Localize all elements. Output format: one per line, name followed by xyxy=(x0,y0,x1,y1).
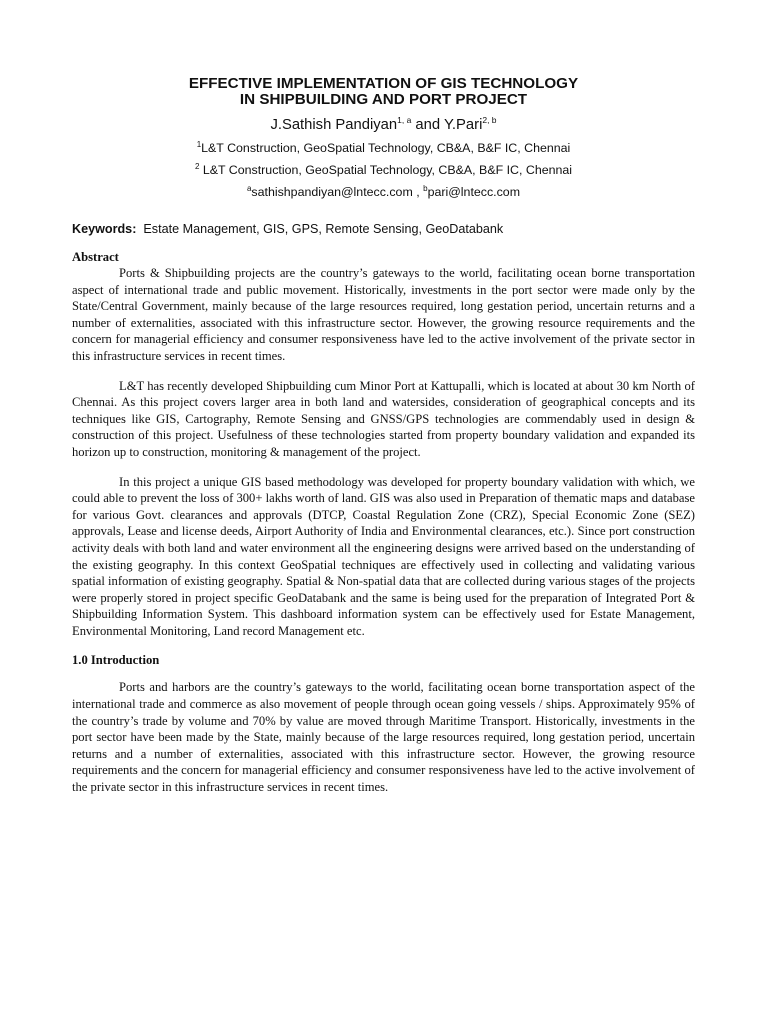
keywords-label: Keywords: xyxy=(72,222,137,236)
document-page xyxy=(72,76,695,796)
abstract-paragraph-1: Ports & Shipbuilding projects are the country’s gateways to the world, facilitating ocean borne transportation aspect of international trade and public movement. Historically, investments in the port sector were made only by the State/Central Government, mainly because of the large resources required, long gestation period, uncertain returns and a number of externalities, associated with this infrastructure sector. However, the growing resource requirements and the concern for managerial efficiency and consumer responsiveness have led to the active involvement of the private sector in this infrastructure services in recent times. xyxy=(72,266,695,363)
title-line-2: IN SHIPBUILDING AND PORT PROJECT xyxy=(239,91,528,108)
author-2: Y.Pari xyxy=(443,117,483,133)
affiliation-1-superscript: 1 xyxy=(196,140,202,149)
abstract-paragraph-2: L&T has recently developed Shipbuilding cum Minor Port at Kattupalli, which is located at about 30 km North of Chennai. As this project covers larger area in both land and watersides, consideration of geographical concepts and its techniques like GIS, Cartography, Remote Sensing and GNSS/GPS technologies are commendably used in design & construction of this project. Usefulness of these technologies started from property boundary validation and expanded its horizon up to construction, monitoring & management of the project. xyxy=(72,378,695,459)
email-line xyxy=(72,185,695,200)
author-conjunction: and xyxy=(411,117,444,133)
author-1: J.Sathish Pandiyan xyxy=(270,117,398,133)
paper-title xyxy=(72,76,695,108)
affiliation-2-text: L&T Construction, GeoSpatial Technology, CB&A, B&F IC, Chennai xyxy=(199,163,573,177)
affiliation-1 xyxy=(72,141,695,156)
introduction-heading: 1.0 Introduction xyxy=(72,653,160,668)
email-a: sathishpandiyan@lntecc.com xyxy=(251,185,413,199)
email-b: pari@lntecc.com xyxy=(427,185,521,199)
introduction-paragraph: Ports and harbors are the country’s gateways to the world, facilitating ocean borne transportation aspect of the international trade and commerce as also movement of people through ocean going vessels / ships. Approximately 95% of the country’s trade by volume and 70% by value are moved through Maritime Transport. Historically, investments in the port sector have been made by the State, mainly because of the large resources required, long gestation period, uncertain returns and a number of externalities, associated with this infrastructure sector. However, the growing resource requirements and the concern for managerial efficiency and consumer responsiveness have led to the active involvement of the private sector in this infrastructure services in recent times. xyxy=(72,680,695,795)
keywords-line xyxy=(72,222,695,237)
keywords-text: Estate Management, GIS, GPS, Remote Sensing, GeoDatabank xyxy=(136,222,504,236)
author-1-superscript: 1, a xyxy=(397,115,412,125)
affiliation-1-text: L&T Construction, GeoSpatial Technology, CB&A, B&F IC, Chennai xyxy=(201,141,571,155)
affiliation-2-superscript: 2 xyxy=(194,162,200,171)
abstract-heading: Abstract xyxy=(72,250,119,264)
email-b-superscript: b xyxy=(423,184,428,193)
author-2-superscript: 2, b xyxy=(482,115,497,125)
author-line xyxy=(72,116,695,134)
abstract-paragraph-3: In this project a unique GIS based methodology was developed for property boundary validation with which, we could able to prevent the loss of 300+ lakhs worth of land. GIS was also used in Preparation of thematic maps and database for various Govt. clearances and approvals (DTCP, Coastal Regulation Zone (CRZ), Special Economic Zone (SEZ) approvals, Lease and license deeds, Airport Authority of India and Environmental clearances, etc.). Since port construction activity deals with both land and water environment all the engineering designs were arrived based on the understanding of the existing geography. In this context GeoSpatial techniques are effectively used in collecting and validating various spatial information of existing geography. Spatial & Non-spatial data that are collected during various stages of the projects were properly stored in project specific GeoDatabank and the same is being used for the preparation of Integrated Port & Shipbuilding Information System. This dashboard information system can be effectively used for Estate Management, Environmental Monitoring, Land record Management etc. xyxy=(72,474,695,638)
affiliation-2 xyxy=(72,163,695,178)
email-separator: , xyxy=(412,185,424,199)
email-a-superscript: a xyxy=(246,184,252,193)
title-line-1: EFFECTIVE IMPLEMENTATION OF GIS TECHNOLOGY xyxy=(188,75,579,92)
